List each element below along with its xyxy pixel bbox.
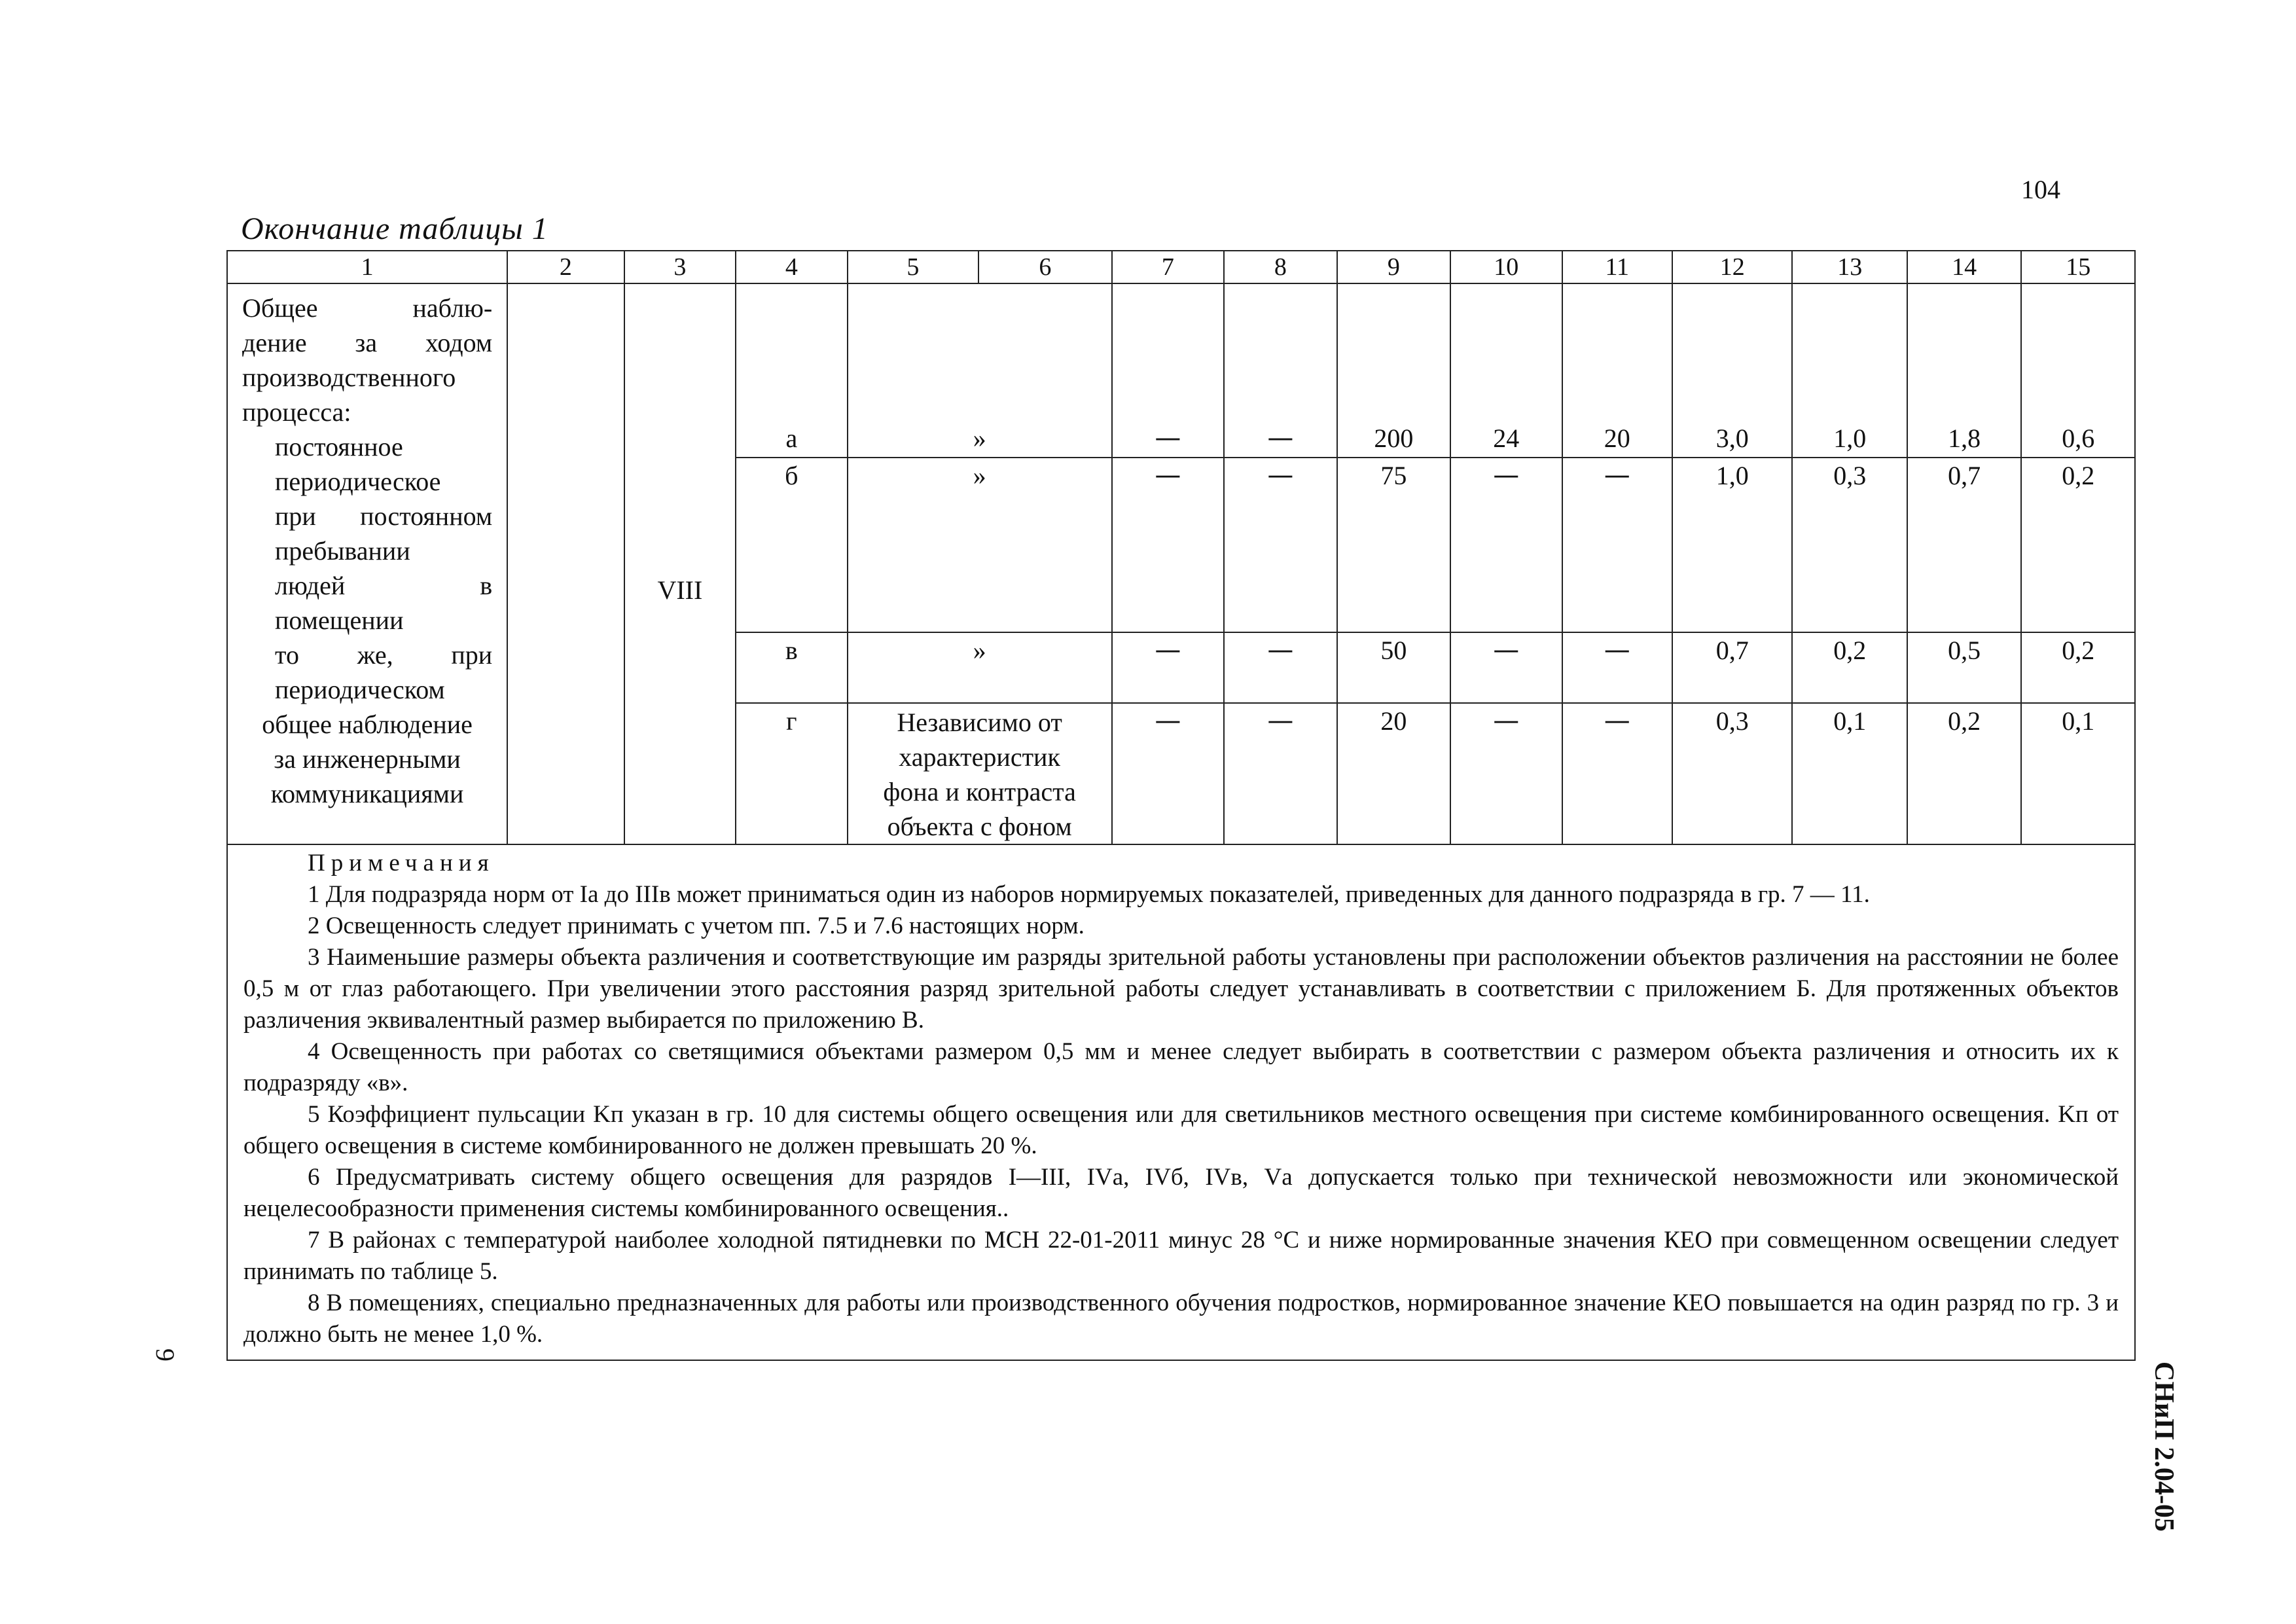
column-header: 7 — [1112, 251, 1224, 283]
document-code: СНиП 2.04-05 — [2149, 1362, 2179, 1532]
column-header: 13 — [1792, 251, 1907, 283]
value-cell: 0,3 — [1672, 703, 1793, 844]
value-cell: — — [1224, 632, 1336, 703]
value-cell: — — [1562, 703, 1672, 844]
visual-category: VIII — [657, 575, 703, 605]
note-item: 5 Коэффициент пульсации Kп указан в гр. 10 для системы общего освещения или для светильников местного освещения при системе комбинированного освещения. Kп от общего освещения в системе комбинированного не должен превышать 20 %. — [243, 1101, 2119, 1159]
value-cell: 200 — [1337, 283, 1450, 458]
value-cell: 1,0 — [1672, 458, 1793, 632]
column-header: 1 — [227, 251, 507, 283]
value-cell: 0,1 — [1792, 703, 1907, 844]
work-description-cell — [227, 283, 507, 844]
note-item: 6 Предусматривать систему общего освещения для разрядов I—III, IVа, IVб, IVв, Vа допускается только при технической невозможности или экономической нецелесообразности применения системы комбинированного освещения.. — [243, 1164, 2119, 1222]
note-item: 3 Наименьшие размеры объекта различения и соответствующие им разряды зрительной работы установлены при расположении объектов различения на расстоянии не более 0,5 м от глаз работающего. При увеличении этого расстояния разряд зрительной работы следует устанавливать в соответствии с приложением Б. Для протяженных объектов различения эквивалентный размер выбирается по приложению В. — [243, 944, 2119, 1034]
col2-cell — [507, 283, 624, 844]
description-line: периодическом — [275, 675, 445, 704]
notes-title: Примечания — [308, 850, 495, 876]
column-header: 8 — [1224, 251, 1336, 283]
contrast-cell — [848, 703, 1112, 844]
value-cell: — — [1112, 458, 1224, 632]
column-header: 5 — [848, 251, 979, 283]
value-cell: — — [1112, 703, 1224, 844]
value-cell: 20 — [1562, 283, 1672, 458]
value-cell: 50 — [1337, 632, 1450, 703]
value-cell: 1,0 — [1792, 283, 1907, 458]
value-cell: — — [1112, 632, 1224, 703]
value-cell: — — [1112, 283, 1224, 458]
contrast-cell: » — [848, 283, 1112, 458]
column-header: 15 — [2021, 251, 2135, 283]
table-caption: Окончание таблицы 1 — [241, 211, 548, 246]
value-cell: 0,5 — [1907, 632, 2021, 703]
value-cell: 0,7 — [1672, 632, 1793, 703]
value-cell: — — [1562, 632, 1672, 703]
value-cell: — — [1224, 703, 1336, 844]
subcategory-cell: г — [736, 703, 847, 844]
description-line: Общее наблю- — [242, 293, 493, 323]
value-cell: 1,8 — [1907, 283, 2021, 458]
side-page-number: 9 — [151, 1348, 180, 1362]
page-number: 104 — [2021, 175, 2060, 204]
value-cell: — — [1562, 458, 1672, 632]
description-line: при постоянном — [275, 501, 493, 531]
contrast-cell: » — [848, 458, 1112, 632]
value-cell: 20 — [1337, 703, 1450, 844]
description-line: дение за ходом — [242, 328, 493, 357]
value-cell: 0,3 — [1792, 458, 1907, 632]
value-cell: 0,1 — [2021, 703, 2135, 844]
value-cell: 0,2 — [2021, 458, 2135, 632]
value-cell: 24 — [1450, 283, 1562, 458]
description-line: людей в — [275, 571, 493, 600]
value-cell: — — [1450, 458, 1562, 632]
value-cell: — — [1450, 703, 1562, 844]
description-line: коммуникациями — [270, 779, 464, 808]
header-row — [227, 251, 2135, 283]
note-item: 1 Для подразряда норм от Iа до IIIв может приниматься один из наборов нормируемых показателей, приведенных для данного подразряда в гр. 7 — 11. — [308, 881, 1870, 908]
value-cell: 3,0 — [1672, 283, 1793, 458]
value-cell: 75 — [1337, 458, 1450, 632]
column-header: 11 — [1562, 251, 1672, 283]
column-header: 10 — [1450, 251, 1562, 283]
column-header: 6 — [978, 251, 1112, 283]
description-line: процесса: — [242, 397, 351, 427]
column-header: 3 — [624, 251, 736, 283]
value-cell: 0,2 — [1792, 632, 1907, 703]
description-line: пребывании — [275, 536, 410, 566]
description-line: то же, при — [275, 640, 493, 670]
subcategory-cell: б — [736, 458, 847, 632]
description-line: помещении — [275, 605, 404, 635]
value-cell: 0,6 — [2021, 283, 2135, 458]
contrast-line: характеристик — [899, 742, 1060, 772]
contrast-cell: » — [848, 632, 1112, 703]
notes-row — [227, 844, 2135, 1360]
column-header: 4 — [736, 251, 847, 283]
subcategory-cell: а — [736, 283, 847, 458]
value-cell: 0,2 — [1907, 703, 2021, 844]
description-line: постоянное — [275, 432, 403, 461]
value-cell: 0,7 — [1907, 458, 2021, 632]
norms-table — [226, 250, 2136, 1361]
value-cell: — — [1224, 458, 1336, 632]
description-line: за инженерными — [274, 744, 461, 774]
notes-cell — [227, 844, 2135, 1360]
value-cell: 0,2 — [2021, 632, 2135, 703]
contrast-line: фона и контраста — [883, 777, 1076, 806]
contrast-line: Независимо от — [897, 708, 1062, 737]
column-header: 2 — [507, 251, 624, 283]
value-cell: — — [1224, 283, 1336, 458]
note-item: 2 Освещенность следует принимать с учетом пп. 7.5 и 7.6 настоящих норм. — [308, 912, 1085, 939]
description-line: производственного — [242, 363, 456, 392]
note-item: 8 В помещениях, специально предназначенных для работы или производственного обучения подростков, нормированное значение КЕО повышается на один разряд по гр. 3 и должно быть не менее 1,0 %. — [243, 1290, 2119, 1348]
column-header: 12 — [1672, 251, 1793, 283]
visual-category-cell — [624, 283, 736, 844]
description-line: общее наблюдение — [262, 710, 473, 739]
description-line: периодическое — [275, 467, 441, 496]
subcategory-cell: в — [736, 632, 847, 703]
column-header: 14 — [1907, 251, 2021, 283]
note-item: 7 В районах с температурой наиболее холодной пятидневки по МСН 22-01-2011 минус 28 °С и ниже нормированные значения КЕО при совмещенном освещении следует принимать по таблице 5. — [243, 1227, 2119, 1285]
note-item: 4 Освещенность при работах со светящимися объектами размером 0,5 мм и менее следует выбирать в соответствии с размером объекта различения и относить их к подразряду «в». — [243, 1038, 2119, 1096]
column-header: 9 — [1337, 251, 1450, 283]
table-row — [227, 283, 2135, 458]
contrast-line: объекта с фоном — [887, 812, 1072, 841]
value-cell: — — [1450, 632, 1562, 703]
